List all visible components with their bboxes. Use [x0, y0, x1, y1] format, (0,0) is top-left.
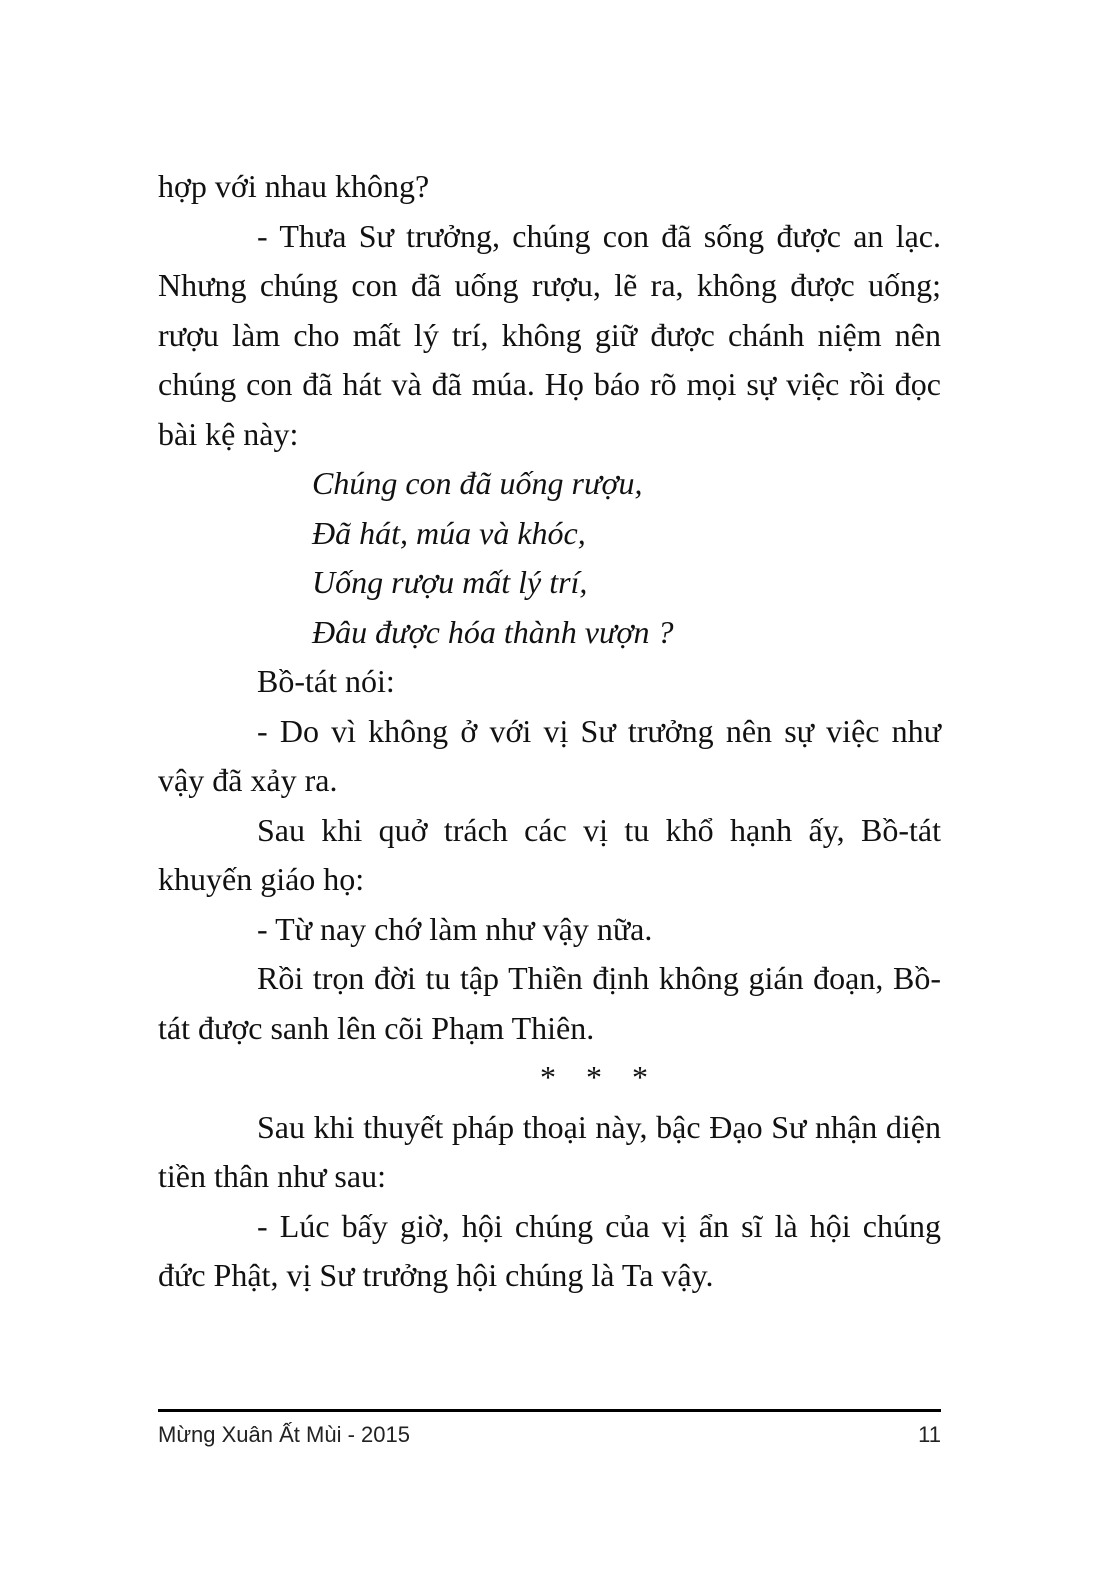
paragraph: - Thưa Sư trưởng, chúng con đã sống được an lạc. Nhưng chúng con đã uống rượu, lẽ ra, không được uống; rượu làm cho mất lý trí, không giữ được chánh niệm nên chúng con đã hát và đã múa. Họ báo rõ mọi sự việc rồi đọc bài kệ này: [158, 217, 941, 452]
paragraph: Sau khi thuyết pháp thoại này, bậc Đạo Sư nhận diện tiền thân như sau: [158, 1108, 941, 1194]
paragraph: - Từ nay chớ làm như vậy nữa. [257, 910, 653, 947]
verse-line: Chúng con đã uống rượu, [312, 465, 643, 501]
paragraph: Rồi trọn đời tu tập Thiền định không gián đoạn, Bồ-tát được sanh lên cõi Phạm Thiên. [158, 960, 941, 1046]
paragraph: Bồ-tát nói: [257, 663, 395, 699]
paragraph: hợp với nhau không? [158, 168, 430, 204]
verse-line: Đã hát, múa và khóc, [312, 514, 586, 551]
page-number: 11 [918, 1422, 941, 1447]
separator-star: * [540, 1059, 556, 1095]
verse-line: Đâu được hóa thành vượn ? [312, 613, 674, 650]
verse-block [158, 459, 941, 657]
verse-line: Uống rượu mất lý trí, [312, 564, 588, 600]
footer-divider [158, 1409, 941, 1412]
separator-star: * [632, 1059, 648, 1095]
paragraph: - Lúc bấy giờ, hội chúng của vị ẩn sĩ là hội chúng đức Phật, vị Sư trưởng hội chúng là Ta vậy. [158, 1207, 941, 1293]
separator-star: * [586, 1059, 602, 1095]
footer-title: Mừng Xuân Ất Mùi - 2015 [158, 1422, 410, 1447]
paragraph: Sau khi quở trách các vị tu khổ hạnh ấy, Bồ-tát khuyến giáo họ: [158, 811, 941, 897]
section-separator [158, 1053, 941, 1103]
paragraph: - Do vì không ở với vị Sư trưởng nên sự việc như vậy đã xảy ra. [158, 712, 941, 798]
page-body [158, 162, 941, 1301]
